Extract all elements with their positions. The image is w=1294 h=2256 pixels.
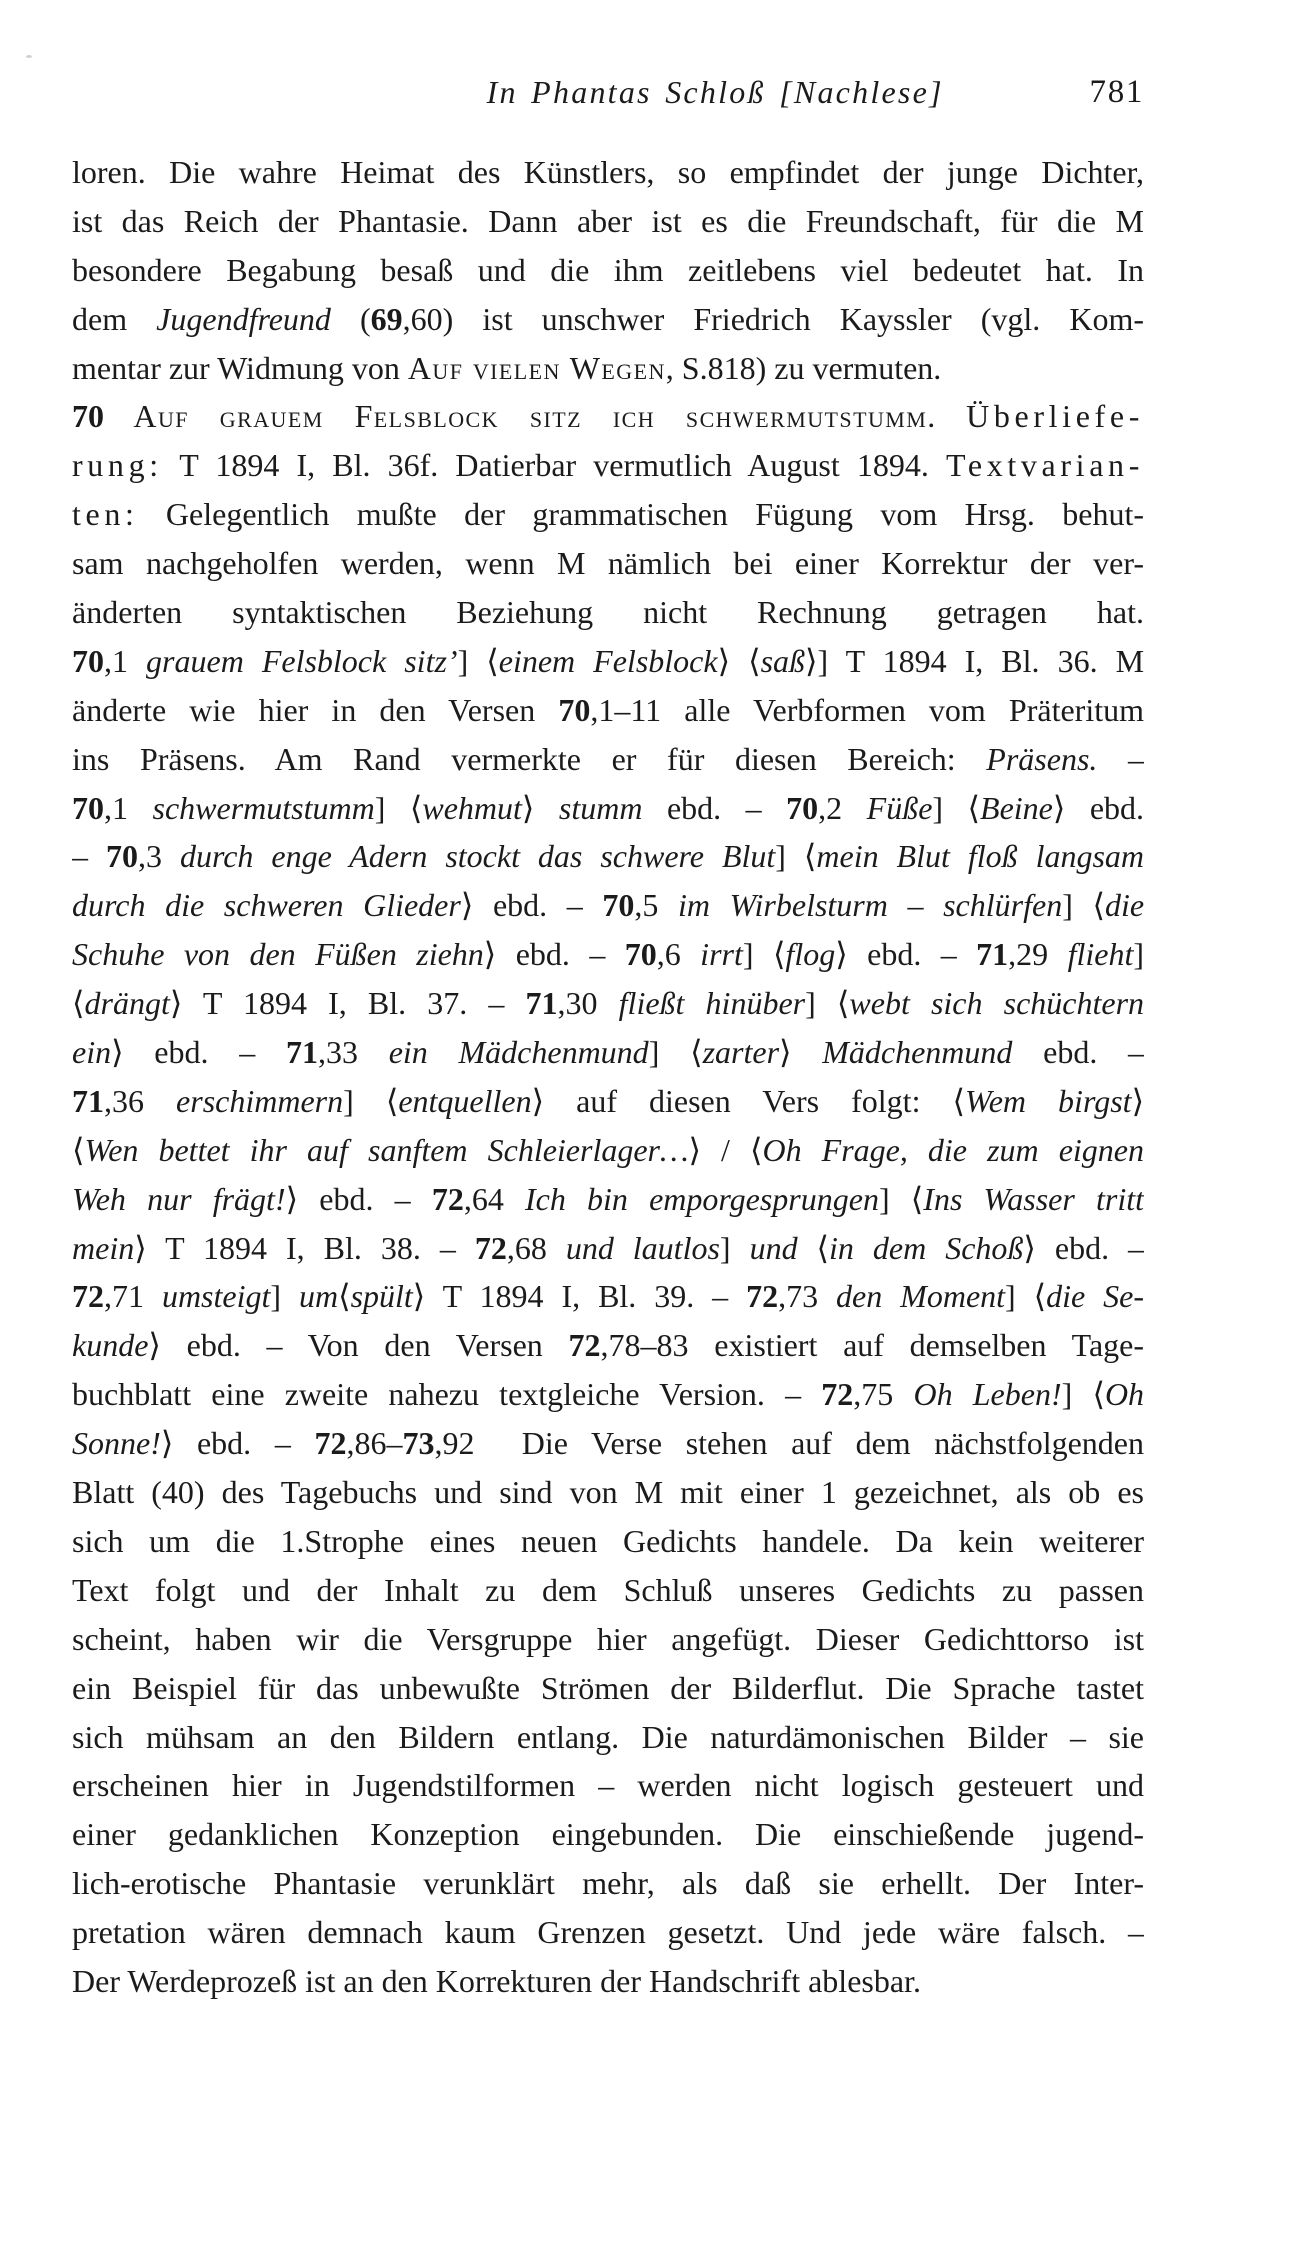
text-line-3: besondere Begabung besaß und die ihm zeitlebens viel bedeutet hat. In: [72, 251, 1144, 288]
text-line-14: 70,1 schwermutstumm] ⟨wehmut⟩ stumm ebd. – 70,2 Füße] ⟨Beine⟩ ebd.: [72, 789, 1144, 826]
text-line-18: ⟨drängt⟩ T 1894 I, Bl. 37. – 71,30 fließt hinüber] ⟨webt sich schüchtern: [72, 985, 1144, 1022]
text-line-20: 71,36 erschimmern] ⟨entquellen⟩ auf diesen Vers folgt: ⟨Wem birgst⟩: [72, 1082, 1144, 1119]
text-line-29: sich um die 1.Strophe eines neuen Gedichts handele. Da kein weiterer: [72, 1522, 1144, 1559]
text-line-35: einer gedanklichen Konzeption eingebunden. Die einschießende jugend-: [72, 1816, 1144, 1853]
text-line-7: rung: T 1894 I, Bl. 36f. Datierbar vermutlich August 1894. Textvarian-: [72, 447, 1144, 484]
text-line-17: Schuhe von den Füßen ziehn⟩ ebd. – 70,6 irrt] ⟨flog⟩ ebd. – 71,29 flieht]: [72, 936, 1144, 973]
text-line-13: ins Präsens. Am Rand vermerkte er für diesen Bereich: Präsens. –: [72, 740, 1144, 777]
text-line-38: Der Werdeprozeß ist an den Korrekturen der Handschrift ablesbar.: [72, 1962, 921, 1999]
text-line-23: mein⟩ T 1894 I, Bl. 38. – 72,68 und lautlos] und ⟨in dem Schoß⟩ ebd. –: [72, 1229, 1144, 1266]
running-head: [72, 68, 1144, 120]
text-line-2: ist das Reich der Phantasie. Dann aber ist es die Freundschaft, für die M: [72, 202, 1144, 239]
text-line-4: dem Jugendfreund (69,60) ist unschwer Friedrich Kayssler (vgl. Kom-: [72, 300, 1144, 337]
page-number: 781: [1089, 74, 1144, 110]
text-line-19: ein⟩ ebd. – 71,33 ein Mädchenmund] ⟨zarter⟩ Mädchenmund ebd. –: [72, 1034, 1144, 1071]
text-block: [72, 148, 1144, 2006]
text-line-27: Sonne!⟩ ebd. – 72,86–73,92 Die Verse stehen auf dem nächstfolgenden: [72, 1425, 1144, 1462]
text-line-5: mentar zur Widmung von Auf vielen Wegen, S.818) zu vermuten.: [72, 349, 942, 386]
text-line-33: sich mühsam an den Bildern entlang. Die naturdämonischen Bilder – sie: [72, 1718, 1144, 1755]
text-line-10: änderten syntaktischen Beziehung nicht Rechnung getragen hat.: [72, 594, 1144, 631]
text-line-22: Weh nur frägt!⟩ ebd. – 72,64 Ich bin emporgesprungen] ⟨Ins Wasser tritt: [72, 1180, 1144, 1217]
text-line-25: kunde⟩ ebd. – Von den Versen 72,78–83 existiert auf demselben Tage-: [72, 1327, 1144, 1364]
text-line-21: ⟨Wen bettet ihr auf sanftem Schleierlager…⟩ / ⟨Oh Frage, die zum eignen: [72, 1131, 1144, 1168]
text-line-31: scheint, haben wir die Versgruppe hier angefügt. Dieser Gedichttorso ist: [72, 1620, 1144, 1657]
text-line-15: – 70,3 durch enge Adern stockt das schwere Blut] ⟨mein Blut floß langsam: [72, 838, 1144, 875]
text-line-36: lich-erotische Phantasie verunklärt mehr, als daß sie erhellt. Der Inter-: [72, 1865, 1144, 1902]
text-line-9: sam nachgeholfen werden, wenn M nämlich bei einer Korrektur der ver-: [72, 545, 1144, 582]
text-line-34: erscheinen hier in Jugendstilformen – werden nicht logisch gesteuert und: [72, 1767, 1144, 1804]
text-line-12: änderte wie hier in den Versen 70,1–11 alle Verbformen vom Präteritum: [72, 691, 1144, 728]
text-line-1: loren. Die wahre Heimat des Künstlers, so empfindet der junge Dichter,: [72, 154, 1144, 190]
text-line-24: 72,71 umsteigt] um⟨spült⟩ T 1894 I, Bl. 39. – 72,73 den Moment] ⟨die Se-: [72, 1278, 1144, 1315]
text-line-26: buchblatt eine zweite nahezu textgleiche Version. – 72,75 Oh Leben!] ⟨Oh: [72, 1376, 1144, 1413]
text-line-8: ten: Gelegentlich mußte der grammatischen Fügung vom Hrsg. behut-: [72, 496, 1144, 533]
scan-speck: [26, 55, 32, 58]
text-line-28: Blatt (40) des Tagebuchs und sind von M mit einer 1 gezeichnet, als ob es: [72, 1474, 1144, 1511]
text-line-16: durch die schweren Glieder⟩ ebd. – 70,5 im Wirbelsturm – schlürfen] ⟨die: [72, 887, 1144, 924]
text-line-6: 70 Auf grauem Felsblock sitz ich schwermutstumm. Überliefe-: [72, 398, 1144, 435]
text-line-11: 70,1 grauem Felsblock sitz’] ⟨einem Felsblock⟩ ⟨saß⟩] T 1894 I, Bl. 36. M: [72, 642, 1144, 679]
text-line-32: ein Beispiel für das unbewußte Strömen der Bilderflut. Die Sprache tastet: [72, 1669, 1144, 1706]
text-line-30: Text folgt und der Inhalt zu dem Schluß unseres Gedichts zu passen: [72, 1571, 1144, 1608]
text-line-37: pretation wären demnach kaum Grenzen gesetzt. Und jede wäre falsch. –: [72, 1914, 1144, 1951]
page-title: In Phantas Schloß [Nachlese]: [486, 74, 944, 110]
